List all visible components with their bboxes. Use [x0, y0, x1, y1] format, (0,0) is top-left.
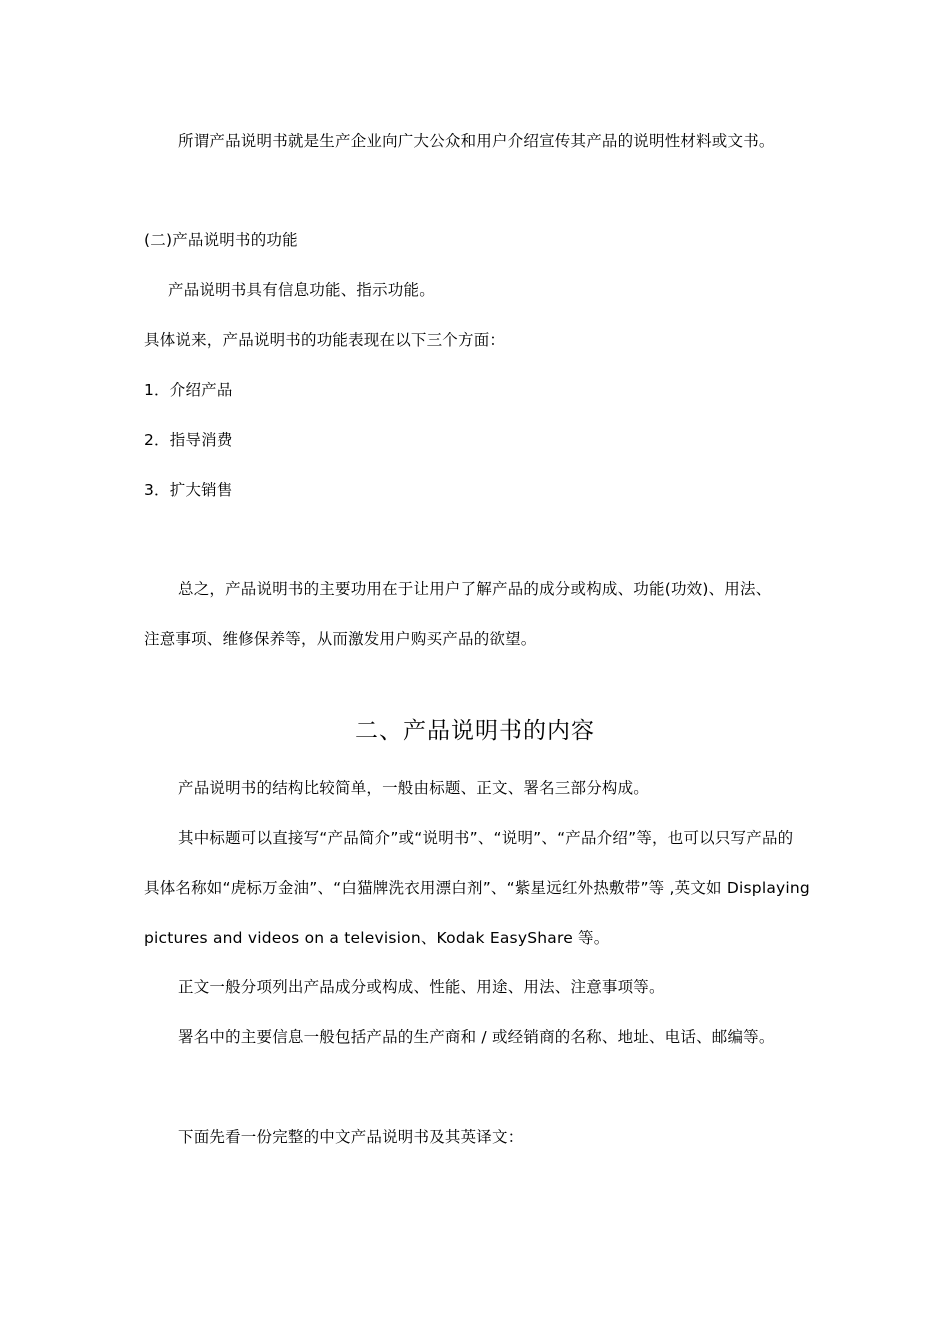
next-example-intro: 下面先看一份完整的中文产品说明书及其英译文： [178, 1128, 524, 1146]
signature-desc: 署名中的主要信息一般包括产品的生产商和 / 或经销商的名称、地址、电话、邮编等。 [178, 1028, 775, 1046]
section-content-heading: 二、产品说明书的内容 [355, 718, 595, 744]
function-item-3: 3．扩大销售 [144, 481, 233, 499]
function-conclusion-line-2: 注意事项、维修保养等，从而激发用户购买产品的欲望。 [144, 630, 537, 648]
intro-paragraph: 所谓产品说明书就是生产企业向广大公众和用户介绍宣传其产品的说明性材料或文书。 [178, 132, 775, 150]
function-conclusion-line-1: 总之，产品说明书的主要功用在于让用户了解产品的成分或构成、功能(功效)、用法、 [178, 580, 772, 598]
function-item-1: 1．介绍产品 [144, 381, 233, 399]
content-structure: 产品说明书的结构比较简单，一般由标题、正文、署名三部分构成。 [178, 779, 650, 797]
function-summary: 产品说明书具有信息功能、指示功能。 [168, 281, 435, 299]
title-desc-line-1: 其中标题可以直接写“产品简介”或“说明书”、“说明”、“产品介绍”等，也可以只写产品的 [178, 829, 794, 847]
function-detail-intro: 具体说来，产品说明书的功能表现在以下三个方面： [144, 331, 506, 349]
title-desc-line-2: 具体名称如“虎标万金油”、“白猫牌洗衣用漂白剂”、“紫星远红外热敷带”等 ,英文如 Displaying [144, 879, 810, 897]
body-desc: 正文一般分项列出产品成分或构成、性能、用途、用法、注意事项等。 [178, 978, 665, 996]
title-desc-line-3: pictures and videos on a television、Kodak EasyShare 等。 [144, 929, 610, 947]
section-function-title: (二)产品说明书的功能 [144, 231, 298, 249]
function-item-2: 2．指导消费 [144, 431, 233, 449]
